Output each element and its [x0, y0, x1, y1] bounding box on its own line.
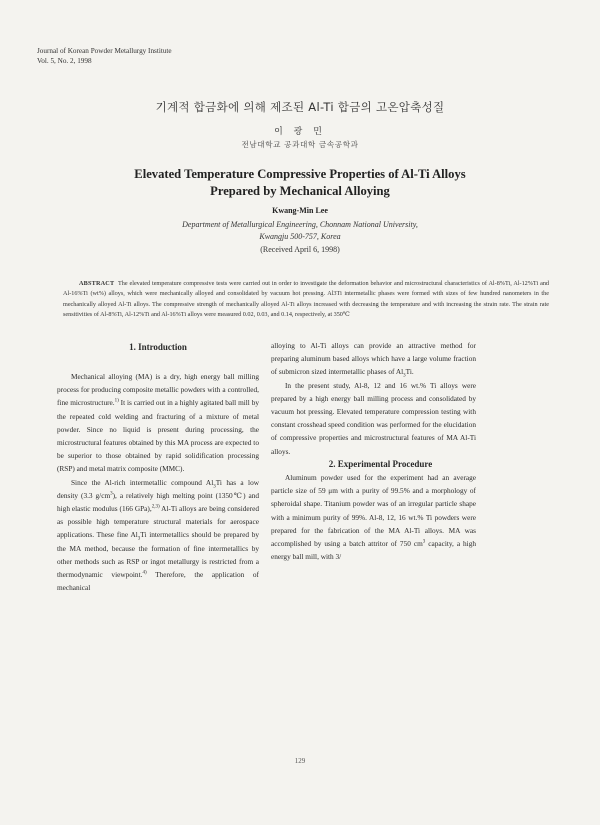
abstract [63, 279, 549, 321]
section1-heading-wrap [57, 342, 259, 352]
intro-paragraph-3: In the present study, Al-8, 12 and 16 wt.% Ti alloys were prepared by a high energy ball milling process and consolidated by vacuum hot pressing. Elevated temperature compression testing with constant crosshead speed condition was performed for the elucidation of compressive properties and microstructural features of MA Al-Ti alloys. [271, 380, 476, 456]
citation: 2,3) [151, 504, 160, 510]
received-date: (Received April 6, 1998) [260, 245, 340, 254]
section2-heading: 2. Experimental Procedure [328, 458, 433, 469]
korean-title: 기계적 합금화에 의해 제조된 Al-Ti 합금의 고온압축성질 [155, 100, 445, 114]
english-affiliation [0, 219, 600, 243]
abstract-text: The elevated temperature compressive tests were carried out in order to investigate the deformation behavior and microstructural characteristics of Al-8%Ti, Al-12%Ti and Al-16%Ti (wt%) alloys, which were mechanically alloyed and consolidated by vacuum hot pressing. Al3Ti intermetallic phases were formed with sizes of few hundred nanometers in the mechanically alloyed Al-Ti alloys. The compressive strength of mechanically alloyed Al-Ti alloys increased with decreasing the temperature and with increasing the strain rate. The strain rate sensitivities of Al-8%Ti, Al-12%Ti and Al-16%Ti alloys were measured 0.02, 0.03, and 0.14, respectively, at 350℃ [63, 280, 550, 319]
english-author: Kwang-Min Lee [272, 206, 328, 215]
experimental-paragraph-1: Aluminum powder used for the experiment had an average particle size of 59 μm with a purity of 99.5% and a morphology of spheroidal shape. Titanium powder was of an irregular particle shape with a minimum purity of 99%. Al-8, 12, 16 wt.% Ti powders were prepared for the fabrication of the MA Al-Ti alloys. MA was accomplished by using a batch attritor of 750 $cm^3$ capacity, a high energy ball mill, with 3/ [271, 473, 476, 562]
right-column [271, 339, 476, 563]
section1-heading: 1. Introduction [129, 342, 187, 352]
english-title-line1: Elevated Temperature Compressive Properties of Al-Ti Alloys [134, 167, 466, 181]
journal-header [37, 47, 172, 66]
journal-volume: Vol. 5, No. 2, 1998 [37, 56, 92, 65]
english-title-line2: Prepared by Mechanical Alloying [210, 184, 390, 198]
page-number: 129 [294, 757, 306, 765]
abstract-label: ABSTRACT [79, 280, 115, 287]
citation: 1) [114, 398, 119, 404]
citation: 4) [142, 570, 147, 576]
english-affiliation-line1: Department of Metallurgical Engineering, Chonnam National University, [182, 220, 418, 229]
left-column [57, 370, 259, 594]
korean-affiliation: 전남대학교 공과대학 금속공학과 [241, 140, 359, 149]
english-title [0, 166, 600, 200]
intro-paragraph-2: Since the Al-rich intermetallic compound $Al_3Ti$ has a low density (3.3 $g/cm^3$), a relatively high melting point (1350℃) and high elastic modulus (166 GPa),$^{2,3)}$ Al-Ti alloys are being considered as possible high temperature structural materials for aerospace applications. These fine $Al_3Ti$ intermetallics should be prepared by the MA method, because the formation of fine intermetallics by other methods such as RSP or ingot metallurgy is restricted from a thermodynamic viewpoint.$^{4)}$ Therefore, the application of mechanical [57, 477, 259, 593]
intro-paragraph-1: Mechanical alloying (MA) is a dry, high energy ball milling process for producing composite metallic powders with a controlled, fine microstructure.$^{1)}$ It is carried out in a highly agitated ball mill by the repeated cold welding and fracturing of a mixture of metal powder. Since no liquid is present during processing, the microstructural features obtained by this MA process are expected to be superior to those obtained by rapid solidification processing (RSP) and metal matrix composite (MMC). [57, 372, 260, 474]
korean-author: 이 광 민 [274, 127, 326, 137]
english-affiliation-line2: Kwangju 500-757, Korea [259, 232, 341, 241]
journal-name: Journal of Korean Powder Metallurgy Institute [37, 47, 172, 55]
intro-paragraph-2-continued: alloying to Al-Ti alloys can provide an attractive method for preparing aluminum based alloys which have a large volume fraction of submicron sized intermetallic phases of $Al_3Ti$. [271, 341, 476, 379]
